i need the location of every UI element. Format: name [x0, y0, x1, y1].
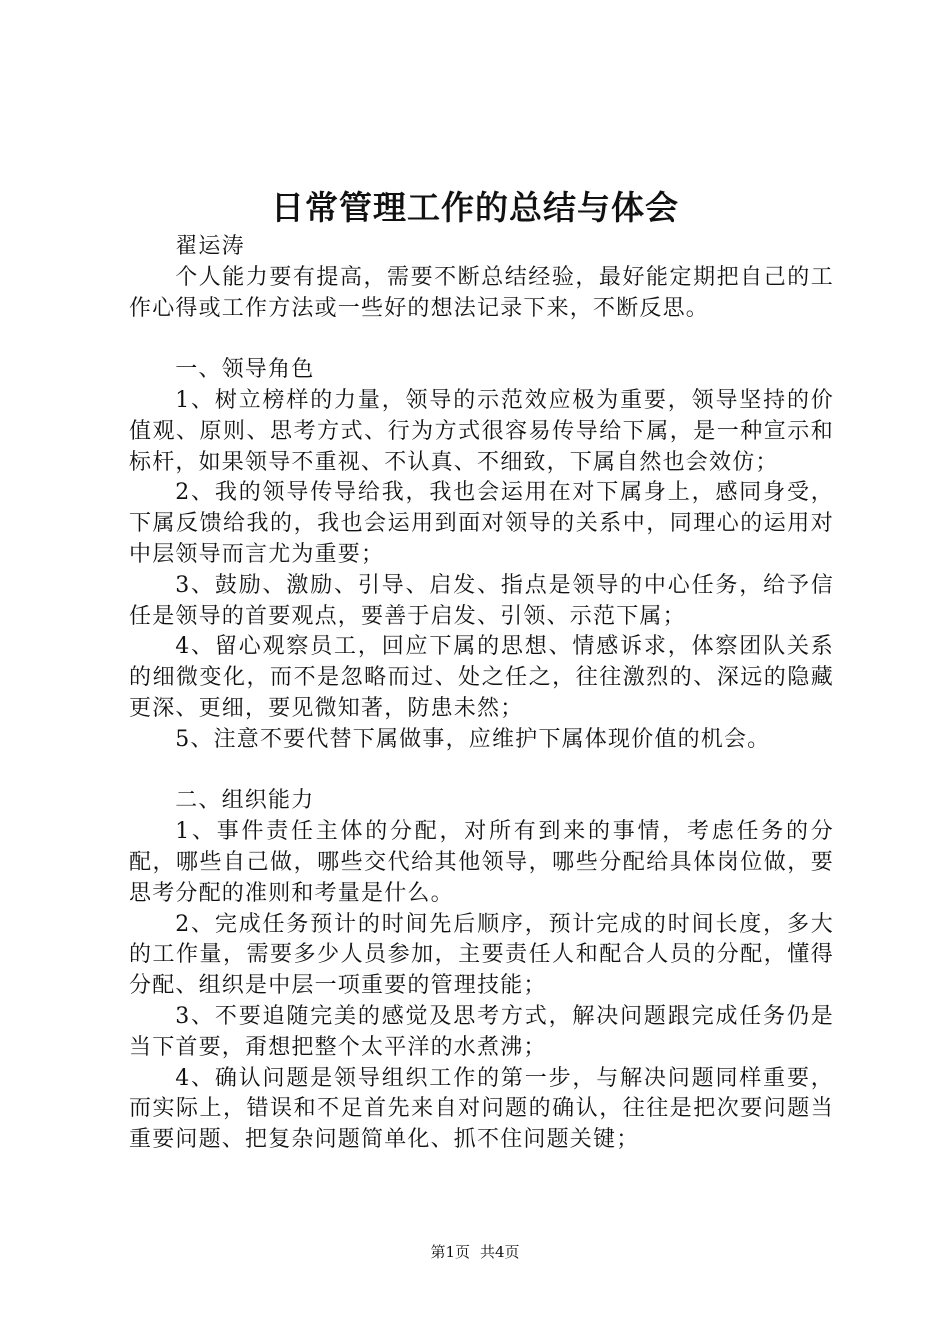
- document-body: [129, 232, 834, 1156]
- organization-item-3: 3、不要追随完美的感觉及思考方式，解决问题跟完成任务仍是当下首要，甭想把整个太平洋的水煮沸；: [129, 1003, 834, 1060]
- leadership-item-3: 3、鼓励、激励、引导、启发、指点是领导的中心任务，给予信任是领导的首要观点，要善于启发、引领、示范下属；: [129, 572, 834, 629]
- intro-paragraph: 个人能力要有提高，需要不断总结经验，最好能定期把自己的工作心得或工作方法或一些好的想法记录下来，不断反思。: [129, 264, 834, 321]
- page-total: 共4页: [480, 1243, 520, 1261]
- paragraph-gap: [129, 756, 834, 787]
- leadership-item-5: 5、注意不要代替下属做事，应维护下属体现价值的机会。: [175, 726, 771, 752]
- author-name: 翟运涛: [175, 234, 245, 259]
- section-heading-organization: 二、组织能力: [175, 788, 315, 814]
- section-heading-leadership: 一、领导角色: [175, 357, 315, 383]
- organization-item-1: 1、事件责任主体的分配，对所有到来的事情，考虑任务的分配，哪些自己做，哪些交代给其他领导，哪些分配给具体岗位做，要思考分配的准则和考量是什么。: [129, 819, 834, 906]
- page-footer: [0, 1242, 950, 1262]
- leadership-item-4: 4、留心观察员工，回应下属的思想、情感诉求，体察团队关系的细微变化，而不是忽略而过、处之任之，往往激烈的、深远的隐藏更深、更细，要见微知著，防患未然；: [129, 634, 834, 721]
- document-title: 日常管理工作的总结与体会: [271, 188, 679, 227]
- paragraph-gap: [129, 324, 834, 355]
- organization-item-4: 4、确认问题是领导组织工作的第一步，与解决问题同样重要，而实际上，错误和不足首先来自对问题的确认，往往是把次要问题当重要问题、把复杂问题简单化、抓不住问题关键；: [129, 1065, 834, 1153]
- page-number: 第1页: [430, 1243, 470, 1261]
- leadership-item-2: 2、我的领导传导给我，我也会运用在对下属身上，感同身受，下属反馈给我的，我也会运用到面对领导的关系中，同理心的运用对中层领导而言尤为重要；: [129, 480, 834, 567]
- organization-item-2: 2、完成任务预计的时间先后顺序，预计完成的时间长度，多大的工作量，需要多少人员参加，主要责任人和配合人员的分配，懂得分配、组织是中层一项重要的管理技能；: [129, 911, 834, 999]
- leadership-item-1: 1、树立榜样的力量，领导的示范效应极为重要，领导坚持的价值观、原则、思考方式、行为方式很容易传导给下属，是一种宣示和标杆，如果领导不重视、不认真、不细致，下属自然也会效仿；: [129, 387, 834, 475]
